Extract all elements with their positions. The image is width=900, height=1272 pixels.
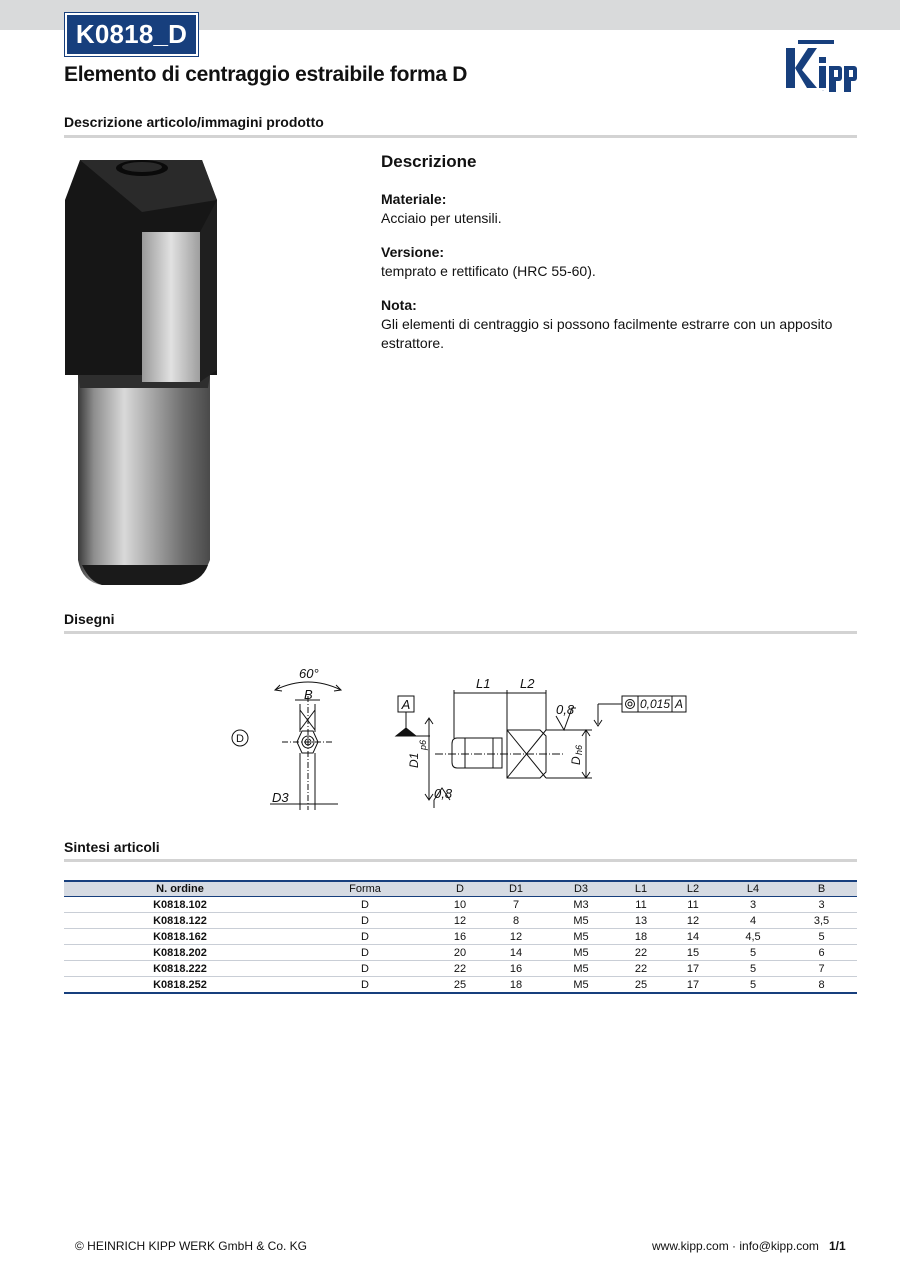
- svg-text:0,8: 0,8: [434, 786, 453, 801]
- cell-form: D: [296, 945, 434, 961]
- cell-d1: 18: [486, 977, 546, 994]
- cell-l2: 17: [666, 961, 720, 977]
- material-text: Acciaio per utensili.: [381, 210, 502, 226]
- cell-d3: M5: [546, 929, 616, 945]
- cell-d3: M5: [546, 945, 616, 961]
- svg-text:0,8: 0,8: [556, 702, 575, 717]
- articles-table: [64, 880, 857, 994]
- description-heading: Descrizione: [381, 152, 477, 171]
- cell-d3: M5: [546, 913, 616, 929]
- cell-form: D: [296, 929, 434, 945]
- order-number: K0818.202: [64, 945, 296, 961]
- section-title-drawings: Disegni: [64, 611, 115, 627]
- cell-d1: 14: [486, 945, 546, 961]
- cell-b: 5: [786, 929, 857, 945]
- cell-b: 3: [786, 897, 857, 913]
- material-label: Materiale:: [381, 191, 447, 207]
- end-view: [270, 666, 341, 810]
- cell-b: 3,5: [786, 913, 857, 929]
- cell-d: 20: [434, 945, 486, 961]
- svg-text:L2: L2: [520, 676, 535, 691]
- cell-l1: 25: [616, 977, 666, 994]
- order-number: K0818.102: [64, 897, 296, 913]
- table-row: [64, 945, 857, 961]
- cell-form: D: [296, 961, 434, 977]
- footer-contact[interactable]: www.kipp.com · info@kipp.com: [652, 1239, 819, 1253]
- svg-text:L1: L1: [476, 676, 491, 691]
- svg-text:A: A: [401, 697, 411, 712]
- cell-l4: 4: [720, 913, 786, 929]
- cell-d1: 16: [486, 961, 546, 977]
- col-d3: D3: [546, 881, 616, 897]
- col-d1: D1: [486, 881, 546, 897]
- cell-l2: 11: [666, 897, 720, 913]
- section-title-articles: Sintesi articoli: [64, 839, 160, 855]
- cell-l4: 5: [720, 945, 786, 961]
- technical-drawing: [220, 660, 700, 820]
- note-text: Gli elementi di centraggio si possono facilmente estrarre con un apposito estrattore.: [381, 316, 833, 351]
- svg-text:0,015: 0,015: [639, 697, 671, 711]
- svg-text:h6: h6: [574, 744, 584, 755]
- svg-text:D1: D1: [407, 752, 421, 768]
- cell-d: 16: [434, 929, 486, 945]
- section-rule: [64, 135, 857, 138]
- svg-text:B: B: [304, 687, 313, 702]
- cell-l1: 11: [616, 897, 666, 913]
- cell-form: D: [296, 913, 434, 929]
- cell-b: 8: [786, 977, 857, 994]
- cell-d: 22: [434, 961, 486, 977]
- cell-l4: 5: [720, 961, 786, 977]
- cell-d3: M3: [546, 897, 616, 913]
- svg-text:D: D: [236, 733, 244, 745]
- table-row: [64, 961, 857, 977]
- cell-l4: 3: [720, 897, 786, 913]
- cell-form: D: [296, 977, 434, 994]
- cell-l4: 5: [720, 977, 786, 994]
- svg-text:Kipp: Kipp: [822, 91, 825, 92]
- col-d: D: [434, 881, 486, 897]
- cell-l1: 22: [616, 961, 666, 977]
- order-number: K0818.252: [64, 977, 296, 994]
- footer-page-number: 1/1: [829, 1239, 846, 1253]
- version-label: Versione:: [381, 244, 445, 260]
- col-b: B: [786, 881, 857, 897]
- cell-l2: 15: [666, 945, 720, 961]
- col-l1: L1: [616, 881, 666, 897]
- table-row: [64, 897, 857, 913]
- svg-text:60°: 60°: [299, 666, 319, 681]
- cell-d: 10: [434, 897, 486, 913]
- cell-d1: 12: [486, 929, 546, 945]
- cell-b: 6: [786, 945, 857, 961]
- svg-text:D: D: [569, 756, 583, 765]
- col-order-number: N. ordine: [64, 881, 296, 897]
- cell-l2: 14: [666, 929, 720, 945]
- table-row: [64, 929, 857, 945]
- svg-text:D3: D3: [272, 790, 289, 805]
- section-rule: [64, 859, 857, 862]
- svg-text:A: A: [674, 697, 684, 711]
- order-number: K0818.122: [64, 913, 296, 929]
- page-title: Elemento di centraggio estraibile forma D: [64, 63, 468, 86]
- cell-d3: M5: [546, 961, 616, 977]
- cell-b: 7: [786, 961, 857, 977]
- section-title-description: Descrizione articolo/immagini prodotto: [64, 114, 324, 130]
- side-view: [396, 676, 686, 808]
- table-row: [64, 977, 857, 994]
- col-l4: L4: [720, 881, 786, 897]
- col-l2: L2: [666, 881, 720, 897]
- version-text: temprato e rettificato (HRC 55-60).: [381, 263, 596, 279]
- form-marker-d: [232, 730, 248, 746]
- cell-l4: 4,5: [720, 929, 786, 945]
- cell-d: 12: [434, 913, 486, 929]
- note-label: Nota:: [381, 297, 417, 313]
- cell-d1: 8: [486, 913, 546, 929]
- footer-copyright: © HEINRICH KIPP WERK GmbH & Co. KG: [75, 1239, 307, 1253]
- cell-d: 25: [434, 977, 486, 994]
- product-image: [62, 150, 222, 590]
- table-row: [64, 913, 857, 929]
- article-code-badge: K0818_D: [65, 13, 198, 56]
- kipp-logo: [786, 38, 858, 92]
- cell-l1: 13: [616, 913, 666, 929]
- cell-l1: 18: [616, 929, 666, 945]
- cell-d3: M5: [546, 977, 616, 994]
- cell-l2: 12: [666, 913, 720, 929]
- cell-form: D: [296, 897, 434, 913]
- section-rule: [64, 631, 857, 634]
- svg-text:p6: p6: [418, 739, 428, 750]
- table-header-row: [64, 881, 857, 897]
- cell-d1: 7: [486, 897, 546, 913]
- order-number: K0818.222: [64, 961, 296, 977]
- description-block: [381, 152, 861, 368]
- order-number: K0818.162: [64, 929, 296, 945]
- cell-l2: 17: [666, 977, 720, 994]
- cell-l1: 22: [616, 945, 666, 961]
- col-form: Forma: [296, 881, 434, 897]
